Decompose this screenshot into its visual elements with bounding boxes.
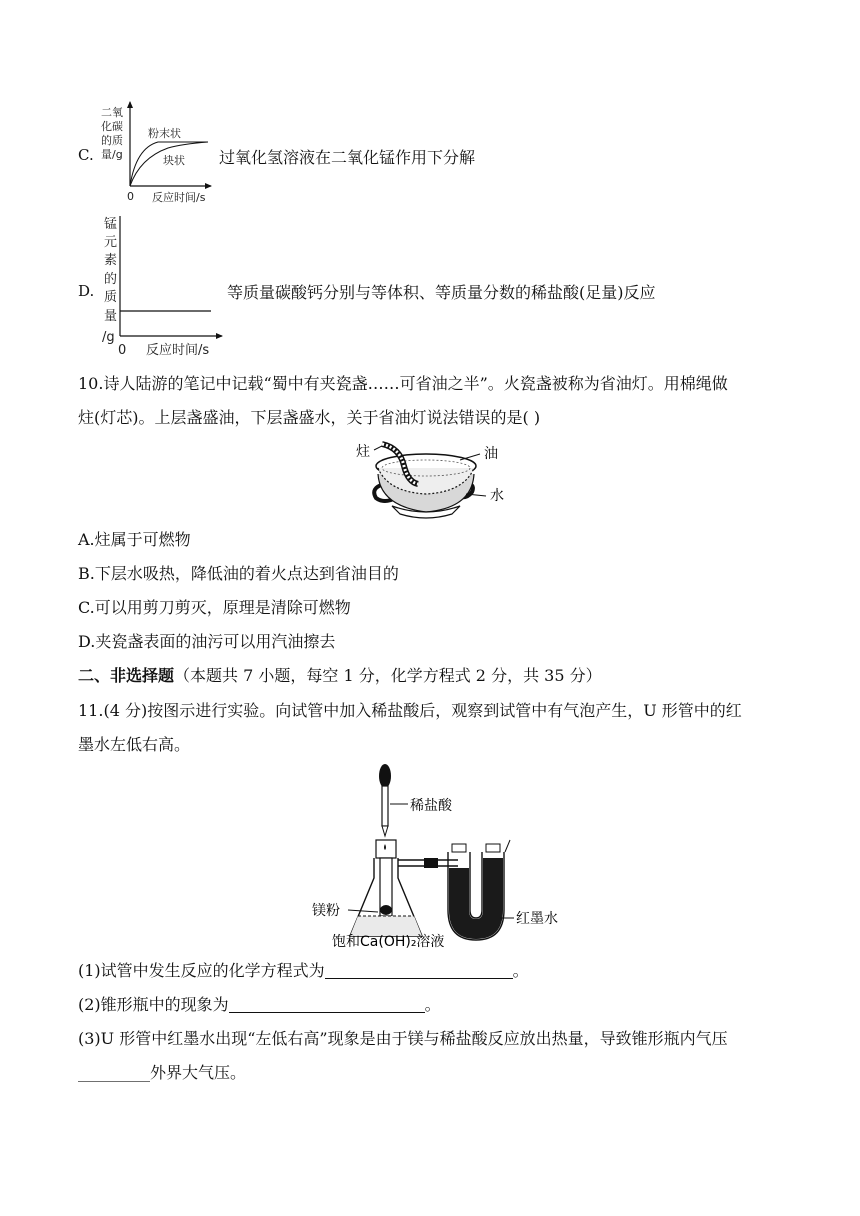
q11-stem-line2: 墨水左低右高。 [78, 735, 191, 754]
graph-d-ylabel-2: 元 [104, 235, 118, 250]
section-2-heading [78, 666, 602, 686]
q11-sub2 [78, 995, 441, 1015]
mg-powder-label: 镁粉 [312, 903, 340, 919]
graph-d-ylabel-1: 锰 [104, 217, 118, 232]
ink-label: 红墨水 [516, 911, 558, 927]
q11-sub3-line2 [78, 1063, 246, 1083]
q11-stem-line1: 11.(4 分)按图示进行实验。向试管中加入稀盐酸后，观察到试管中有气泡产生，U 形管中的红 [78, 701, 742, 720]
graph-d-ylabel-6: 量 [104, 309, 118, 324]
q10-option-c: C.可以用剪刀剪灭，原理是清除可燃物 [78, 598, 351, 617]
q11-sub2-answer-blank[interactable] [229, 996, 425, 1013]
graph-c-ylabel-3: 的质 [101, 134, 123, 147]
q11-sub3-line1: (3)U 形管中红墨水出现“左低右高”现象是由于镁与稀盐酸反应放出热量，导致锥形瓶内气压 [78, 1029, 728, 1048]
lamp-water-label: 水 [490, 488, 504, 504]
q10-option-d: D.夹瓷盏表面的油污可以用汽油擦去 [78, 632, 336, 651]
graph-c-origin: 0 [127, 190, 134, 203]
graph-d-ylabel-7: /g [102, 330, 115, 345]
lamp-oil-label: 油 [484, 446, 498, 462]
graph-c-ylabel-1: 二氧 [101, 106, 123, 119]
solution-label: 饱和Ca(OH)₂溶液 [332, 934, 445, 950]
q11-sub1-answer-blank[interactable] [325, 962, 513, 979]
lamp-wick-label: 炷 [356, 444, 370, 460]
graph-d-ylabel-5: 质 [104, 290, 118, 305]
graph-d-xlabel: 反应时间/s [146, 343, 210, 358]
mn-mass-graph [96, 212, 226, 360]
q11-sub1-end: 。 [512, 961, 529, 980]
graph-c-ylabel-4: 量/g [101, 148, 123, 161]
q10-stem-line2: 炷(灯芯)。上层盏盛油，下层盏盛水，关于省油灯说法错误的是( ) [78, 408, 541, 427]
option-c-text: 过氧化氢溶液在二氧化锰作用下分解 [219, 148, 476, 167]
graph-d-origin: 0 [118, 343, 127, 358]
section-2-note: （本题共 7 小题，每空 1 分，化学方程式 2 分，共 35 分） [174, 666, 602, 685]
graph-c-curve2-label: 块状 [163, 154, 185, 167]
graph-c-xlabel: 反应时间/s [152, 191, 206, 204]
oil-lamp-figure [352, 436, 512, 522]
q11-sub3-line2-text: 外界大气压。 [150, 1063, 247, 1082]
q11-sub1-text: (1)试管中发生反应的化学方程式为 [78, 961, 325, 980]
option-d-text: 等质量碳酸钙分别与等体积、等质量分数的稀盐酸(足量)反应 [227, 283, 656, 302]
option-d-letter: D. [78, 282, 95, 300]
q11-sub2-text: (2)锥形瓶中的现象为 [78, 995, 229, 1014]
q10-option-b: B.下层水吸热，降低油的着火点达到省油目的 [78, 564, 399, 583]
graph-c-curve1-label: 粉末状 [148, 127, 181, 140]
option-c-letter: C. [78, 146, 94, 164]
graph-c-ylabel-2: 化碳 [101, 120, 123, 133]
graph-d-ylabel-4: 的 [104, 272, 118, 287]
experiment-apparatus-figure [310, 760, 570, 952]
acid-label: 稀盐酸 [410, 798, 452, 814]
q11-sub3-answer-blank[interactable]: _________ [78, 1063, 150, 1082]
q10-option-a: A.炷属于可燃物 [78, 530, 191, 549]
co2-mass-graph [96, 100, 214, 204]
graph-d-ylabel-3: 素 [104, 253, 118, 268]
q11-sub1 [78, 961, 529, 981]
q10-stem-line1: 10.诗人陆游的笔记中记载“蜀中有夹瓷盏……可省油之半”。火瓷盏被称为省油灯。用棉绳做 [78, 374, 728, 393]
section-2-title: 二、非选择题 [78, 666, 175, 685]
q11-sub2-end: 。 [424, 995, 441, 1014]
